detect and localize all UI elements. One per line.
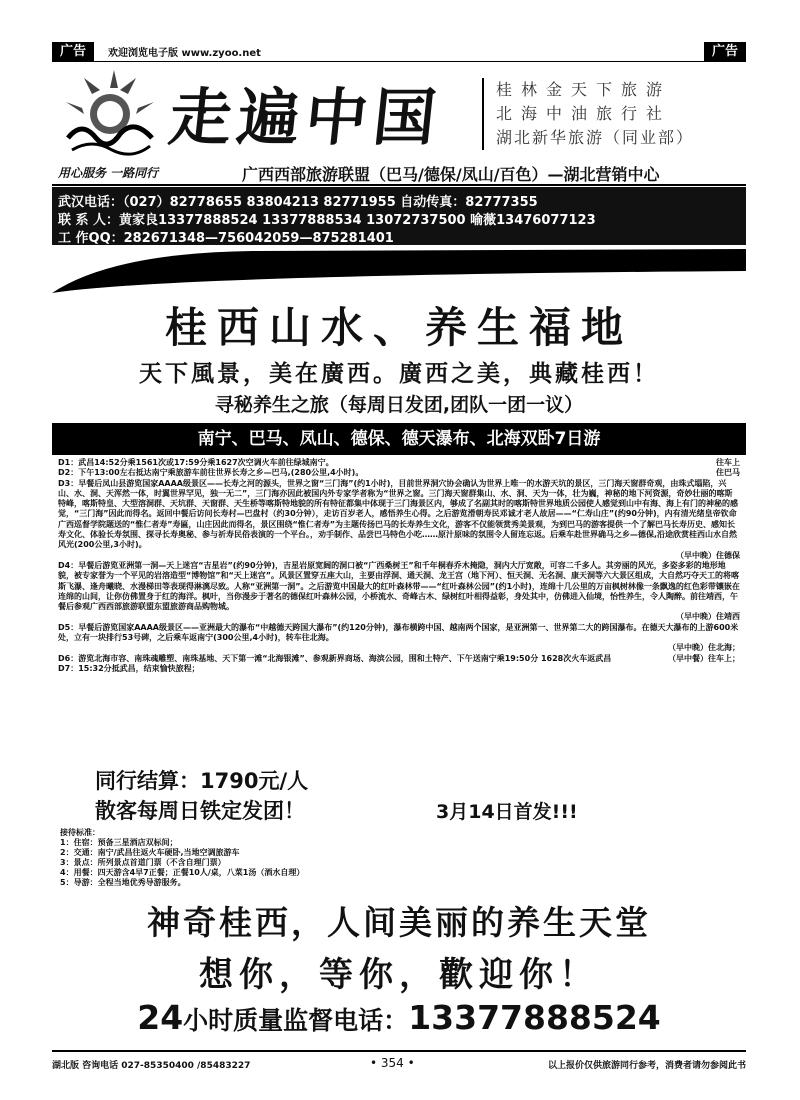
standard-item: 3：景点：所列景点首道门票（不含自理门票） xyxy=(60,858,226,867)
ad-tag-left: 广告 xyxy=(52,42,94,62)
itinerary-day xyxy=(58,479,740,561)
day-lodging: 往车上 xyxy=(716,458,740,467)
day-text: 早餐后凤山县游览国家AAAA级景区——长寿之河的源头，世界之窗“三门海”(约1小时)，目前世界洞穴协会确认为世界上唯一的水游天坑的景区，三门海天窗群奇观，由珠式塌陷，兴山、水、洞、天浑然一体，时翼世界罕见，独一无二”，三门海亦因此被国内外专家学者称为“世界之窗。三门海天窗群集山、水、洞、天为一体，壮为巍，神秘的地下河资源，奇妙壮丽的喀斯特峰，喀斯特皇、大型溶洞群、天坑群、天窗群、天生桥等喀斯特地貌的所有特征都集中体现于三门海景区内，够成了名副其时的喀斯特世界地质公园使人感觉到山中有海、海上有门的神秘的感觉，“三门海”因此而得名。返回中餐后访问长寿村—巴盘村（约30分钟），走访百岁老人，感悟养生心得。之后游览滑朝寿民邓诚才老人故居——“仁寿山庄”(约90分钟)，内有清光绪皇帝钦命广西巡督学院题送的“惟仁者寿”寿匾，山庄因此而得名，景区围绕“惟仁者寿”为主题传扬巴马的长寿养生文化，游客不仅能领赏秀美景观，为到巴马的游客提供一个了解巴马长寿历史、感知长寿文化、体验长寿氛围、探寻长寿奥秘、参与祈寿民俗表演的一个平台。，劝手制作、品尝巴马特色小吃……原汁原味的氛围令人留连忘返。后乘车赴世界确马之乡—德保,沿途欣赏桂西山水自然风光(200公里,3小时)。 xyxy=(58,478,738,550)
contact-person-line: 联 系 人：黄家良13377888524 13377888534 13072737500 喻薇13476077123 xyxy=(58,213,596,228)
day-text: 早餐后游览亚洲第一洞—天上迷宫“吉星岩”(约90分钟)，吉星岩原宽阔的洞口被“广西桑树王”和千年桐春乔木掩隐，洞内大厅宽敞，可容二千多人。其旁丽的风光，多姿多彩的地形地貌，被专家誉为一个平见的岩溶造型“博物馆”和“天上迷宫”。风景区置穿五座大山，主要由浮洞、通天洞、龙王宫（地下河）、恒天洞、无名洞、康天洞等六大景区组成，大自然巧夺天工的将喀斯飞瀑、逢舟曦晓、水漫梯田等表现得淋漓尽致。人称“亚洲第一洞”。之后游览中国最大的红叶森林带——“红叶森林公园”(约1小时)，连绵十几公里的万亩枫树林像一条飘逸的红色彩带镶嵌在连绵的山间，让你仿佛置身于红的海洋。枫叶，当你漫步于著名的德保红叶森林公园，小桥流水、奇峰古木、绿树红叶相得益彰，身处其中，仿佛进入仙境，怡性养生，令人陶醉。前往靖西，午餐后参观广西西部旅游联盟东盟旅游商品购物城。 xyxy=(58,560,740,612)
service-slogan: 用心服务 一路同行 xyxy=(58,166,159,180)
settlement-price: 同行结算：1790元/人 xyxy=(95,769,309,793)
contact-block xyxy=(52,187,746,245)
day-label: D7： xyxy=(58,663,79,673)
standard-item: 5：导游：全程当地优秀导游服务。 xyxy=(60,878,186,887)
day-label: D2： xyxy=(58,468,79,478)
alliance-slogan: 广西西部旅游联盟（巴马/德保/凤山/百色）—湖北营销中心 xyxy=(242,165,660,184)
day-text: 15:32分抵武昌，结束愉快旅程； xyxy=(78,663,200,673)
itinerary-day xyxy=(58,664,740,674)
page-number: • 354 • xyxy=(370,1056,415,1070)
agency-name: 北海中油旅行社 xyxy=(496,104,672,123)
brand-header xyxy=(52,64,746,162)
phone-line: 武汉电话：（027）82778655 83804213 82771955 自动传真：82777355 xyxy=(58,195,538,210)
hotline-prefix: 24 xyxy=(137,998,184,1037)
hotline xyxy=(52,998,746,1037)
service-standards xyxy=(60,828,304,888)
weekly-departure: 散客每周日铁定发团！ xyxy=(95,799,305,823)
day-lodging: （早中晚）住德保 xyxy=(676,550,740,560)
itinerary xyxy=(58,458,740,674)
day-label: D5： xyxy=(58,622,79,632)
day-label: D3： xyxy=(58,478,79,488)
day-text: 早餐后游览国家AAAA级景区——亚洲最大的瀑布“中越德天跨国大瀑布”(约120分钟)，瀑布横跨中国、越南两个国家，是亚洲第一、世界第二大的跨国瀑布。在德天大瀑布的上游600米处，立有一块排行53号碑，之后乘车返南宁(300公里,4小时)，转车往北海。 xyxy=(58,622,739,643)
slogan-row xyxy=(52,162,746,182)
itinerary-day xyxy=(58,458,740,468)
day-text: 游览北海市容、南珠魂雕塑、南珠基地、天下第一滩“北海银滩”、参观新界商场、海滨公园，围和土特产、下午送南宁乘19:50分 1628次火车返武昌 xyxy=(78,653,612,663)
day-label: D6： xyxy=(58,653,79,663)
agency-name: 湖北新华旅游（同业部） xyxy=(496,128,695,147)
tour-schedule: 寻秘养生之旅（每周日发团,团队一团一议） xyxy=(214,394,584,416)
day-text: 武昌14:52分乘1561次或17:59分乘1627次空调火车前往绿城南宁。 xyxy=(78,458,334,467)
day-label: D4： xyxy=(58,560,79,570)
slogan-divider xyxy=(52,184,746,186)
day-lodging: 住巴马 xyxy=(716,468,740,478)
day-text: 下午13:00左右抵达南宁乘旅游车前往世界长寿之乡—巴马,(280公里,4小时)。 xyxy=(78,468,364,478)
website-url[interactable]: 欢迎浏览电子版 www.zyoo.net xyxy=(108,48,261,59)
standards-heading: 接待标准： xyxy=(60,828,100,837)
page-footer xyxy=(52,1050,746,1074)
ad-tag-right: 广告 xyxy=(704,42,746,62)
itinerary-day xyxy=(58,561,740,623)
top-divider xyxy=(52,61,746,62)
day-lodging: （早中晚）住北海； xyxy=(668,643,740,653)
itinerary-day xyxy=(58,468,740,478)
hotline-label: 小时质量监督电话： xyxy=(183,1006,409,1035)
standard-item: 1：住宿：预备三星酒店双标间； xyxy=(60,838,178,847)
agency-list xyxy=(482,78,694,150)
first-departure: 3月14日首发!!! xyxy=(436,801,578,823)
itinerary-day xyxy=(58,623,740,654)
standard-item: 2：交通：南宁/武昌往返火车硬卧,当地空调旅游车 xyxy=(60,848,240,857)
qq-line: 工 作QQ：282671348—756042059—875281401 xyxy=(58,231,394,246)
promo-line-2: 想你，等你，歡迎你！ xyxy=(199,955,599,995)
brand-title: 走遍中国 xyxy=(165,81,446,154)
top-ad-bar xyxy=(52,42,746,62)
standard-item: 4：用餐：四天游含4早7正餐；正餐10人/桌，八菜1汤（酒水自理） xyxy=(60,868,305,877)
itinerary-day xyxy=(58,654,740,664)
sun-logo-icon xyxy=(62,68,158,158)
main-title: 桂西山水、养生福地 xyxy=(164,303,633,352)
hotline-number[interactable]: 13377888524 xyxy=(408,998,661,1037)
day-lodging: （早中晚）住靖西 xyxy=(676,612,740,622)
route-banner: 南宁、巴马、凤山、德保、德天瀑布、北海双卧7日游 xyxy=(52,423,746,455)
day-label: D1： xyxy=(58,458,79,467)
wave-decoration xyxy=(52,245,746,293)
day-lodging: （早中餐）往车上； xyxy=(668,653,740,663)
footer-disclaimer: 以上报价仅供旅游同行参考，消费者请勿参阅此书 xyxy=(547,1061,746,1071)
promo-line-1: 神奇桂西，人间美丽的养生天堂 xyxy=(147,903,651,942)
agency-name: 桂林金天下旅游 xyxy=(496,80,672,99)
main-subtitle: 天下風景，美在廣西。廣西之美，典藏桂西！ xyxy=(139,360,659,387)
footer-contact: 湖北版 咨询电话 027-85350400 /85483227 xyxy=(52,1061,251,1071)
